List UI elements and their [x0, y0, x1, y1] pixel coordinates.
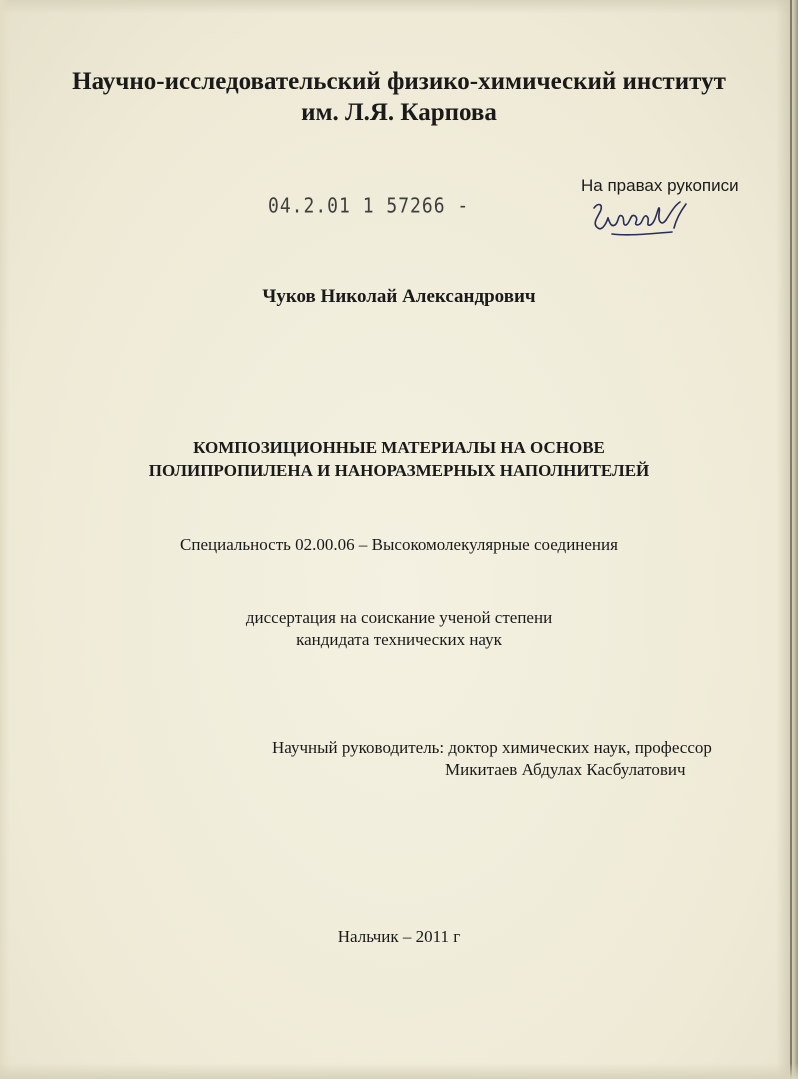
- institute-heading: [0, 66, 798, 128]
- degree-line-2: кандидата технических наук: [296, 630, 502, 649]
- degree-line-1: диссертация на соискание ученой степени: [245, 608, 553, 627]
- place-and-year: Нальчик – 2011 г: [337, 927, 461, 946]
- manuscript-rights-label: На правах рукописи: [581, 176, 739, 195]
- specialty-line: Специальность 02.00.06 – Высокомолекулярные соединения: [180, 535, 618, 554]
- supervisor-title: Научный руководитель: доктор химических наук, профессор: [272, 738, 712, 757]
- degree-statement: [0, 607, 798, 651]
- dissertation-title: [0, 436, 798, 482]
- title-line-1: КОМПОЗИЦИОННЫЕ МАТЕРИАЛЫ НА ОСНОВЕ: [193, 438, 605, 457]
- scan-edge-bottom: [0, 1063, 798, 1079]
- author-name: Чуков Николай Александрович: [262, 286, 536, 307]
- registration-stamp-number: 04.2.01 1 57266 -: [268, 194, 470, 219]
- institute-line-1: Научно-исследовательский физико-химический институт: [72, 68, 726, 95]
- institute-line-2: им. Л.Я. Карпова: [301, 99, 497, 126]
- supervisor-name: Микитаев Абдулах Касбулатович: [445, 760, 686, 779]
- signature-icon: [588, 194, 698, 244]
- supervisor-block: [272, 737, 772, 781]
- title-line-2: ПОЛИПРОПИЛЕНА И НАНОРАЗМЕРНЫХ НАПОЛНИТЕЛЕЙ: [148, 461, 650, 480]
- scan-edge-top: [0, 0, 798, 14]
